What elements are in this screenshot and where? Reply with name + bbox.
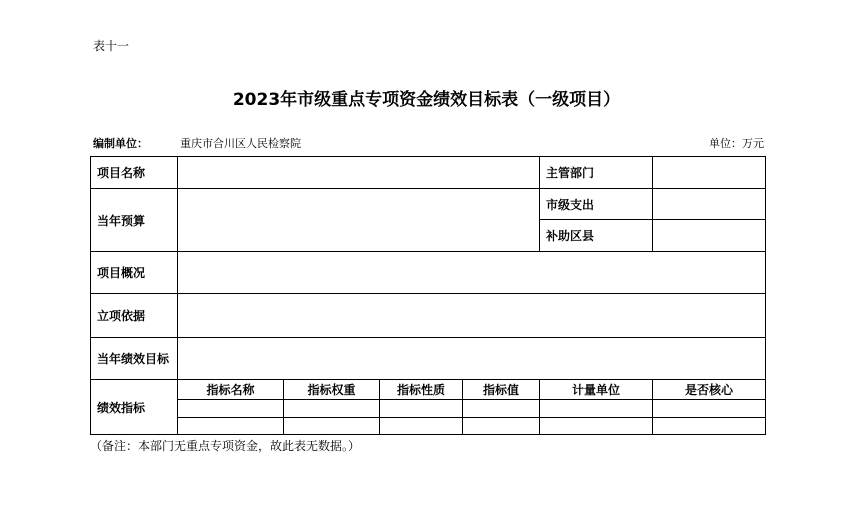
- indicator-header-unit: 计量单位: [540, 380, 653, 400]
- city-expenditure-label: 市级支出: [540, 189, 653, 220]
- indicator-cell: [463, 400, 540, 418]
- row-project-basis: [91, 294, 766, 338]
- project-basis-label: 立项依据: [91, 294, 178, 338]
- row-project-name: [91, 157, 766, 189]
- indicator-header-value: 指标值: [463, 380, 540, 400]
- indicator-cell: [284, 400, 380, 418]
- competent-dept-value: [653, 157, 766, 189]
- indicator-cell: [178, 418, 284, 435]
- table-row: [91, 400, 766, 418]
- annual-goal-value: [178, 338, 766, 380]
- indicator-header-weight: 指标权重: [284, 380, 380, 400]
- compiling-unit-label: 编制单位：: [93, 137, 148, 150]
- project-name-value: [178, 157, 540, 189]
- row-indicator-header: [91, 380, 766, 400]
- indicator-cell: [653, 418, 766, 435]
- indicator-cell: [463, 418, 540, 435]
- row-project-overview: [91, 252, 766, 294]
- row-annual-goal: [91, 338, 766, 380]
- annual-goal-label: 当年绩效目标: [91, 338, 178, 380]
- project-overview-value: [178, 252, 766, 294]
- table-number: 表十一: [93, 39, 130, 53]
- performance-target-table: [90, 156, 766, 435]
- indicator-cell: [380, 418, 463, 435]
- page-title: 2023年市级重点专项资金绩效目标表（一级项目）: [232, 90, 621, 110]
- annual-budget-label: 当年预算: [91, 189, 178, 252]
- indicator-header-core: 是否核心: [653, 380, 766, 400]
- compiling-unit-value: 重庆市合川区人民检察院: [180, 137, 301, 150]
- project-name-label: 项目名称: [91, 157, 178, 189]
- indicator-cell: [540, 418, 653, 435]
- subsidy-county-label: 补助区县: [540, 220, 653, 252]
- indicator-cell: [178, 400, 284, 418]
- competent-dept-label: 主管部门: [540, 157, 653, 189]
- indicator-cell: [284, 418, 380, 435]
- indicators-label: 绩效指标: [91, 380, 178, 435]
- city-expenditure-value: [653, 189, 766, 220]
- currency-unit: 单位：万元: [709, 137, 764, 150]
- table-row: [91, 418, 766, 435]
- row-annual-budget: [91, 189, 766, 220]
- indicator-header-nature: 指标性质: [380, 380, 463, 400]
- indicator-cell: [380, 400, 463, 418]
- project-basis-value: [178, 294, 766, 338]
- remark-note: （备注：本部门无重点专项资金，故此表无数据。）: [90, 439, 361, 453]
- subsidy-county-value: [653, 220, 766, 252]
- indicator-cell: [653, 400, 766, 418]
- project-overview-label: 项目概况: [91, 252, 178, 294]
- annual-budget-value: [178, 189, 540, 252]
- indicator-header-name: 指标名称: [178, 380, 284, 400]
- indicator-cell: [540, 400, 653, 418]
